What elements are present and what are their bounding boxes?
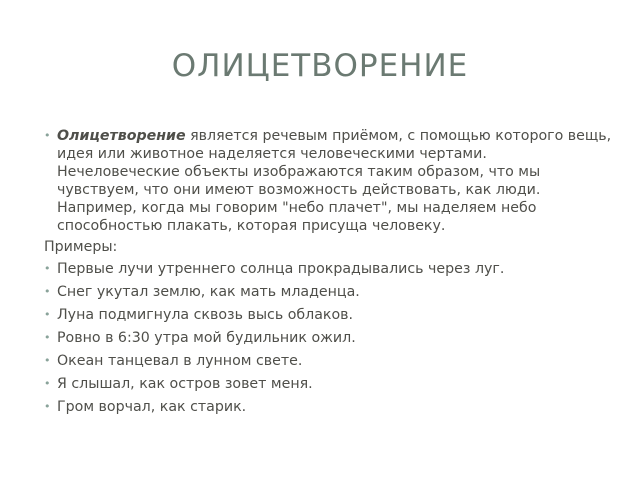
- bullet-icon: •: [44, 262, 51, 275]
- example-text: Ровно в 6:30 утра мой будильник ожил.: [57, 330, 356, 346]
- example-text: Первые лучи утреннего солнца прокрадывались через луг.: [57, 261, 505, 277]
- bullet-icon: •: [44, 285, 51, 298]
- definition-text: является речевым приёмом, с помощью которого вещь, идея или животное наделяется человеческими чертами. Нечеловеческие объекты изображаются таким образом, что мы чувствуем, что они имеют возможность действовать, как люди. Например, когда мы говорим "небо плачет", мы наделяем небо способностью плакать, которая присуща человеку.: [57, 128, 612, 234]
- definition-bullet: [44, 127, 614, 235]
- example-text: Снег укутал землю, как мать младенца.: [57, 284, 360, 300]
- list-item: [44, 306, 614, 324]
- slide-title: ОЛИЦЕТВОРЕНИЕ: [171, 48, 469, 84]
- example-text: Гром ворчал, как старик.: [57, 399, 247, 415]
- bullet-icon: •: [44, 377, 51, 390]
- list-item: [44, 283, 614, 301]
- list-item: [44, 375, 614, 393]
- bullet-icon: •: [44, 400, 51, 413]
- bullet-icon: •: [44, 308, 51, 321]
- bullet-icon: •: [44, 129, 51, 142]
- examples-label: Примеры:: [44, 239, 118, 255]
- example-text: Океан танцевал в лунном свете.: [57, 353, 303, 369]
- example-text: Я слышал, как остров зовет меня.: [57, 376, 313, 392]
- list-item: [44, 398, 614, 416]
- list-item: [44, 352, 614, 370]
- bullet-icon: •: [44, 354, 51, 367]
- bullet-icon: •: [44, 331, 51, 344]
- list-item: [44, 329, 614, 347]
- definition-term: Олицетворение: [57, 128, 186, 144]
- example-text: Луна подмигнула сквозь высь облаков.: [57, 307, 354, 323]
- slide-content: [44, 127, 614, 421]
- list-item: [44, 260, 614, 278]
